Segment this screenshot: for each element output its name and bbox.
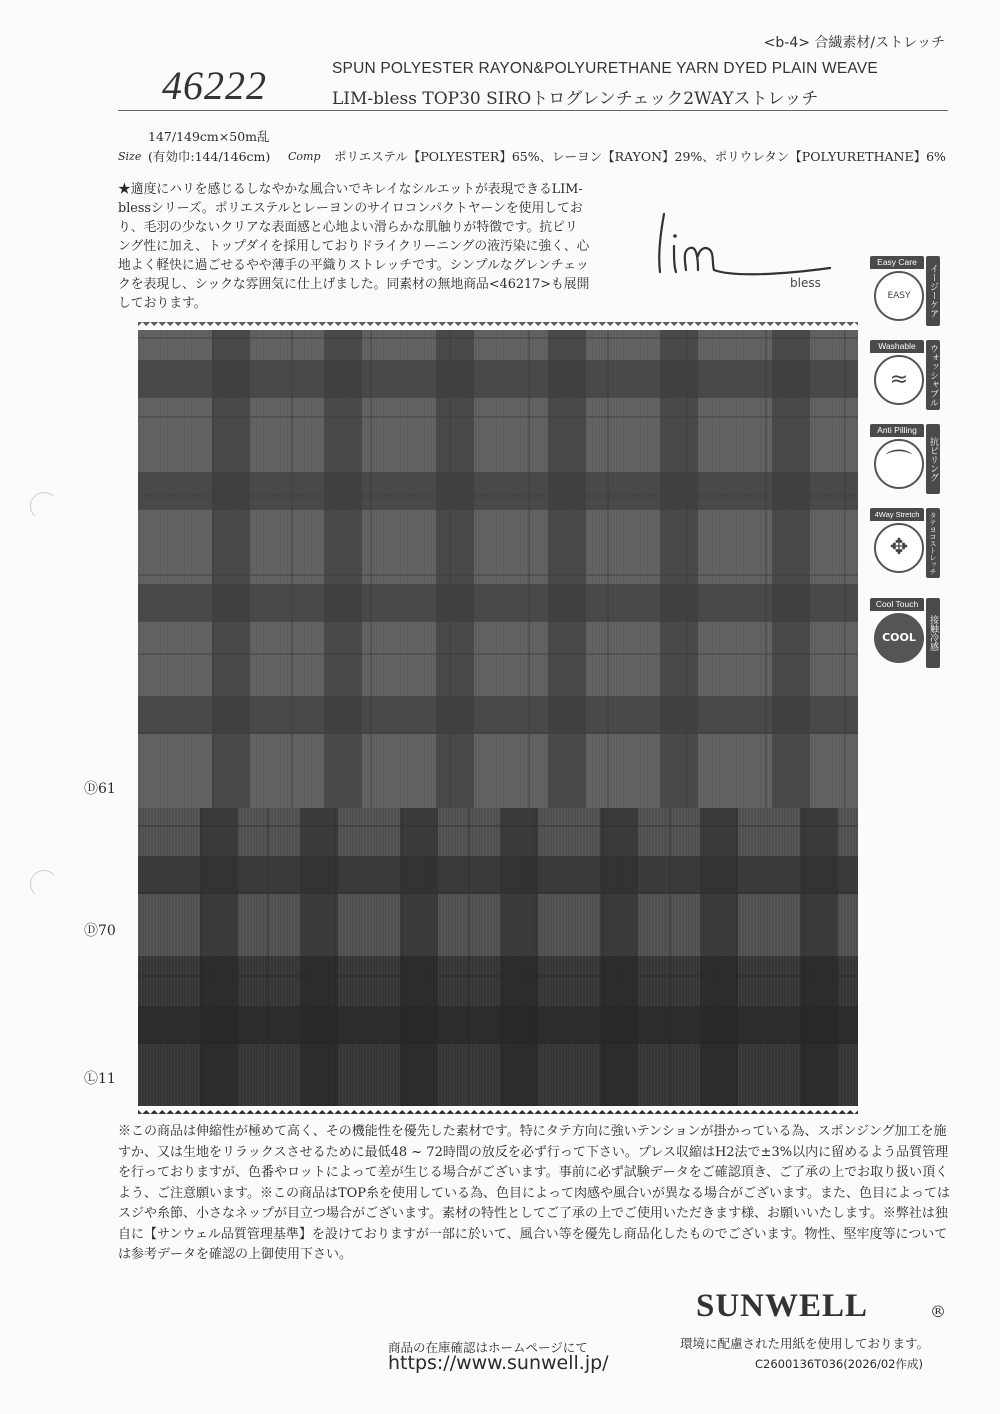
badge-jp-label: ウォッシャブル xyxy=(926,340,940,410)
badge-title: Washable xyxy=(870,340,924,353)
brand-logo: SUNWELL xyxy=(696,1288,869,1324)
badge-title: 4Way Stretch xyxy=(870,508,924,521)
document-code: C2600136T036(2026/02作成) xyxy=(755,1357,923,1371)
variant-label-l11: Ⓛ11 xyxy=(84,1071,116,1087)
easy-care-icon: EASY xyxy=(887,291,911,301)
item-number: 46222 xyxy=(162,63,267,108)
badge-jp-label: 接触冷感 xyxy=(926,598,940,668)
composition-label: Comp xyxy=(288,150,321,163)
binder-hole-top xyxy=(30,492,58,520)
size-width: 147/149cm×50m乱 xyxy=(148,129,270,144)
cool-touch-icon: COOL xyxy=(882,631,916,644)
fabric-swatch-l11 xyxy=(138,956,858,1106)
care-notes: ※この商品は伸縮性が極めて高く、その機能性を優先した素材です。特にタテ方向に強いテンションが掛かっている為、スポンジング加工を施すか、又は生地をリラックスさせるために最低48 ~ 72時間の放反を必ず行って下さい。プレス収縮はH2法で±3%以内に留めるよう品質管理を行っておりますが、色番やロットによって差が生じる場合がございます。事前に必ず試験データをご確認頂き、ご了承の上でお取り扱い頂くよう、ご注意願います。※この商品はTOP糸を使用している為、色目によって肉感や風合いが異なる場合がございます。また、色目によってはスジや糸節、小さなネップが目立つ場合がございます。素材の特性としてご了承の上でご使用いただきます様、お願いいたします。※弊社は独自に【サンウェル品質管理基準】を設けておりますが一部に於いて、風合い等を優先し商品化したものでございます。物性、堅牢度等については参考データを確認の上御使用下さい。 xyxy=(118,1124,950,1262)
title-english: SPUN POLYESTER RAYON&POLYURETHANE YARN DYED PLAIN WEAVE xyxy=(332,60,878,77)
registered-mark: ® xyxy=(930,1302,946,1321)
size-effective-width: (有効巾:144/146cm) xyxy=(148,149,271,164)
binder-hole-bottom xyxy=(30,870,58,898)
header-divider xyxy=(118,110,948,111)
badge-title: Easy Care xyxy=(870,256,924,269)
badge-easy-care xyxy=(870,256,942,328)
fabric-swatch-d61 xyxy=(138,330,858,808)
washable-icon: ≈ xyxy=(889,367,909,392)
four-way-stretch-icon: ✥ xyxy=(889,535,909,560)
composition-text: ポリエステル【POLYESTER】65%、レーヨン【RAYON】29%、ポリウレタン【POLYURETHANE】6% xyxy=(334,149,946,164)
fabric-swatch-d70 xyxy=(138,808,858,956)
eco-paper-note: 環境に配慮された用紙を使用しております。 xyxy=(680,1336,930,1351)
pinked-edge xyxy=(138,322,858,330)
anti-pilling-icon: ⌒ xyxy=(885,449,912,479)
website-url[interactable]: https://www.sunwell.jp/ xyxy=(388,1352,609,1374)
pinked-edge xyxy=(138,1106,858,1114)
badge-title: Anti Pilling xyxy=(870,424,924,437)
badge-anti-pilling xyxy=(870,424,942,496)
badge-title: Cool Touch xyxy=(870,598,924,611)
badge-cool-touch xyxy=(870,598,942,670)
badge-jp-label: タテヨコストレッチ xyxy=(926,508,940,578)
badge-washable xyxy=(870,340,942,412)
logo-bless-text: bless xyxy=(790,276,821,290)
badge-4way-stretch xyxy=(870,508,942,580)
badge-jp-label: 抗ピリング xyxy=(926,424,940,494)
badge-jp-label: イージーケア xyxy=(926,256,940,326)
category-label: <b-4> 合繊素材/ストレッチ xyxy=(763,35,945,51)
size-label: Size xyxy=(118,150,142,163)
variant-label-d70: Ⓓ70 xyxy=(84,923,116,939)
title-japanese: LIM-bless TOP30 SIROトログレンチェック2WAYストレッチ xyxy=(332,89,819,109)
variant-label-d61: Ⓓ61 xyxy=(84,781,116,797)
stock-check-note: 商品の在庫確認はホームページにて xyxy=(388,1340,588,1355)
product-description: ★適度にハリを感じるしなやかな風合いでキレイなシルエットが表現できるLIM-blessシリーズ。ポリエステルとレーヨンのサイロコンパクトヤーンを使用しており、毛羽の少ないクリアな表面感と心地よい滑らかな肌触りが特徴です。抗ピリング性に加え、トップダイを採用しておりドライクリーニングの液汚染に強く、心地よく軽快に過ごせるやや薄手の平織りストレッチです。シンプルなグレンチェックを表現し、シックな雰囲気に仕上げました。同素材の無地商品<46217>も展開しております。 xyxy=(118,182,590,311)
